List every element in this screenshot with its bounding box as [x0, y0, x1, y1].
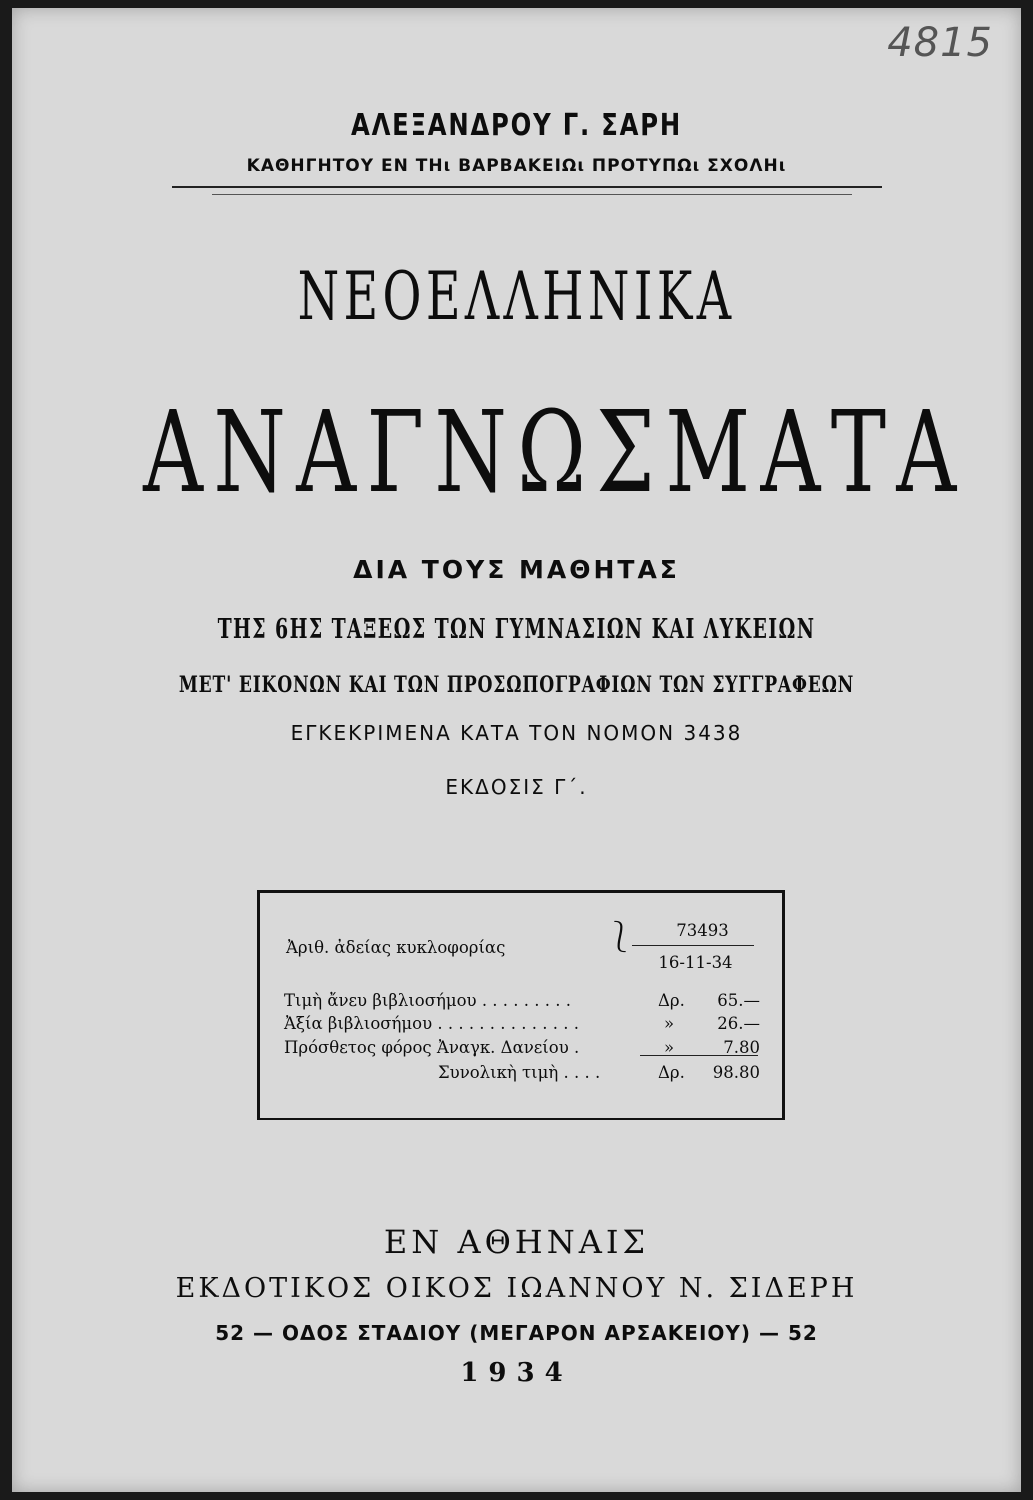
price-row-label: Τιμὴ ἄνευ βιβλιοσήμου . . . . . . . . . [284, 991, 571, 1010]
price-row-unit: » [664, 1014, 675, 1033]
brace-mark: ⎱ [605, 920, 635, 955]
approval-line: ΕΓΚΕΚΡΙΜΕΝΑ ΚΑΤΑ ΤΟΝ ΝΟΜΟΝ 3438 [290, 721, 743, 745]
header-rule [172, 186, 882, 188]
archive-number: 4815 [887, 20, 993, 66]
price-row-label: Πρόσθετος φόρος Ἀναγκ. Δανείου . [284, 1038, 580, 1057]
total-value: 98.80 [712, 1063, 760, 1082]
author-affiliation: ΚΑΘΗΓΗΤΟΥ ΕΝ ΤΗι ΒΑΡΒΑΚΕΙΩι ΠΡΟΤΥΠΩι ΣΧΟΛΗι [246, 156, 787, 176]
price-row-value: 7.80 [723, 1038, 760, 1057]
total-divider [640, 1055, 758, 1056]
subtitle-line1: ΔΙΑ ΤΟΥΣ ΜΑΘΗΤΑΣ [353, 555, 680, 584]
edition-line: ΕΚΔΟΣΙΣ Γ΄. [445, 775, 588, 799]
subtitle-line2: ΤΗΣ 6ΗΣ ΤΑΞΕΩΣ ΤΩΝ ΓΥΜΝΑΣΙΩΝ ΚΑΙ ΛΥΚΕΙΩΝ [217, 614, 816, 645]
price-box [257, 890, 785, 1120]
permit-label: Ἀριθ. ἀδείας κυκλοφορίας [286, 938, 506, 957]
book-title-line2: ΑΝΑΓΝΩΣΜΑΤΑ [143, 388, 967, 518]
title-page [12, 8, 1021, 1492]
publisher-city: ΕΝ ΑΘΗΝΑΙΣ [383, 1223, 650, 1261]
price-row-value: 26.— [717, 1014, 760, 1033]
header-rule-thin [212, 194, 852, 195]
total-unit: Δρ. [658, 1063, 685, 1082]
publisher-house: ΕΚΔΟΤΙΚΟΣ ΟΙΚΟΣ ΙΩΑΝΝΟΥ Ν. ΣΙΔΕΡΗ [175, 1273, 858, 1304]
permit-divider [632, 945, 754, 946]
price-row-label: Ἀξία βιβλιοσήμου . . . . . . . . . . . . . . [284, 1014, 579, 1033]
price-row-unit: Δρ. [658, 991, 685, 1010]
book-title-line1: ΝΕΟΕΛΛΗΝΙΚΑ [297, 258, 736, 335]
publication-year: 1934 [460, 1358, 573, 1388]
price-row-value: 65.— [717, 991, 760, 1010]
permit-date: 16-11-34 [658, 953, 733, 972]
price-row-unit: » [664, 1038, 675, 1057]
publisher-address: 52 — ΟΔΟΣ ΣΤΑΔΙΟΥ (ΜΕΓΑΡΟΝ ΑΡΣΑΚΕΙΟΥ) — 52 [215, 1321, 818, 1345]
permit-number: 73493 [676, 921, 729, 940]
author-name: ΑΛΕΞΑΝΔΡΟΥ Γ. ΣΑΡΗ [350, 108, 683, 143]
subtitle-line3: ΜΕΤ' ΕΙΚΟΝΩΝ ΚΑΙ ΤΩΝ ΠΡΟΣΩΠΟΓΡΑΦΙΩΝ ΤΩΝ ΣΥΓΓΡΑΦΕΩΝ [178, 672, 855, 698]
total-label: Συνολικὴ τιμὴ . . . . [438, 1063, 601, 1082]
